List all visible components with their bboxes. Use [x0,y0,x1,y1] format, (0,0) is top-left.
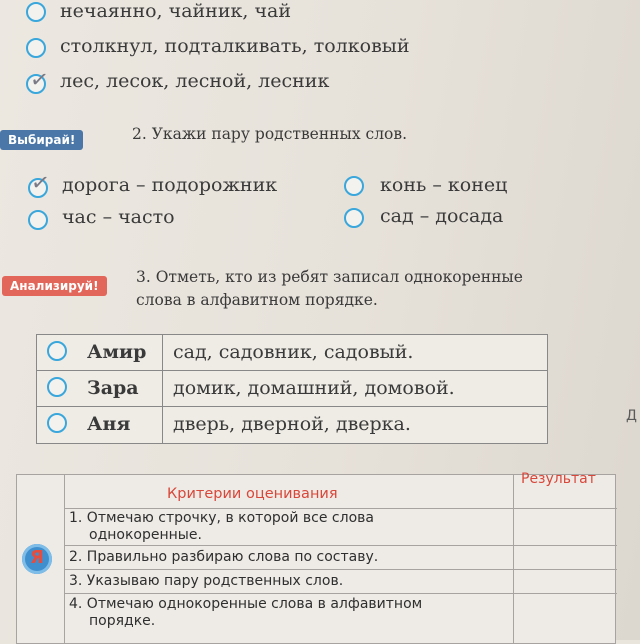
name-cell [37,335,163,370]
top-option-2-text: столкнул, подталкивать, толковый [60,35,410,57]
criteria-header: Критерии оценивания [167,486,338,502]
criteria-table [16,471,616,644]
student-name: Аня [87,413,131,435]
table-row [37,335,547,371]
criteria-item-4-line2: порядке. [89,613,156,629]
option-circle[interactable] [47,377,67,397]
analyze-tag: Анализируй! [2,276,107,296]
option-circle[interactable] [26,2,46,22]
divider [65,569,617,570]
student-words: дверь, дверной, дверка. [173,413,411,435]
result-column[interactable] [513,475,617,643]
top-option-1-text: нечаянно, чайник, чай [60,0,292,22]
criteria-item-4-line1: 4. Отмечаю однокоренные слова в алфавитном [69,596,423,612]
choose-tag: Выбирай! [0,130,83,150]
task2-option-4-text: сад – досада [380,205,504,227]
divider [65,545,617,546]
criteria-item-1-line1: 1. Отмечаю строчку, в которой все слова [69,510,374,526]
divider [65,508,617,509]
checkmark-icon: ✓ [28,66,51,95]
edge-letter: Д [626,408,637,424]
task2-title: 2. Укажи пару родственных слов. [132,125,408,143]
student-words: домик, домашний, домовой. [173,377,455,399]
task2-option-1-text: дорога – подорожник [62,174,278,196]
task2-option-3-text: час – часто [62,206,175,228]
student-words: сад, садовник, садовый. [173,341,414,363]
option-circle[interactable] [28,210,48,230]
criteria-item-1-line2: однокоренные. [89,527,202,543]
option-circle[interactable] [47,341,67,361]
name-cell [37,407,163,443]
divider [65,593,617,594]
checkmark-icon: ✓ [29,169,52,198]
task3-title-line1: 3. Отметь, кто из ребят записал однокоренные [136,268,523,286]
self-assessment-badge-icon [22,544,52,574]
result-header: Результат [521,471,596,487]
badge-letter: Я [30,547,44,568]
student-name: Зара [87,377,139,399]
top-option-3-text: лес, лесок, лесной, лесник [60,70,330,92]
option-circle[interactable] [344,208,364,228]
criteria-item-3: 3. Указываю пару родственных слов. [69,573,344,589]
names-table [36,334,548,444]
option-circle[interactable] [47,413,67,433]
table-row [37,407,547,443]
table-row [37,371,547,407]
option-circle[interactable] [26,38,46,58]
task3-title-line2: слова в алфавитном порядке. [136,291,378,309]
criteria-item-2: 2. Правильно разбираю слова по составу. [69,549,379,565]
task2-option-2-text: конь – конец [380,174,508,196]
option-circle[interactable] [344,176,364,196]
name-cell [37,371,163,406]
student-name: Амир [87,341,147,363]
